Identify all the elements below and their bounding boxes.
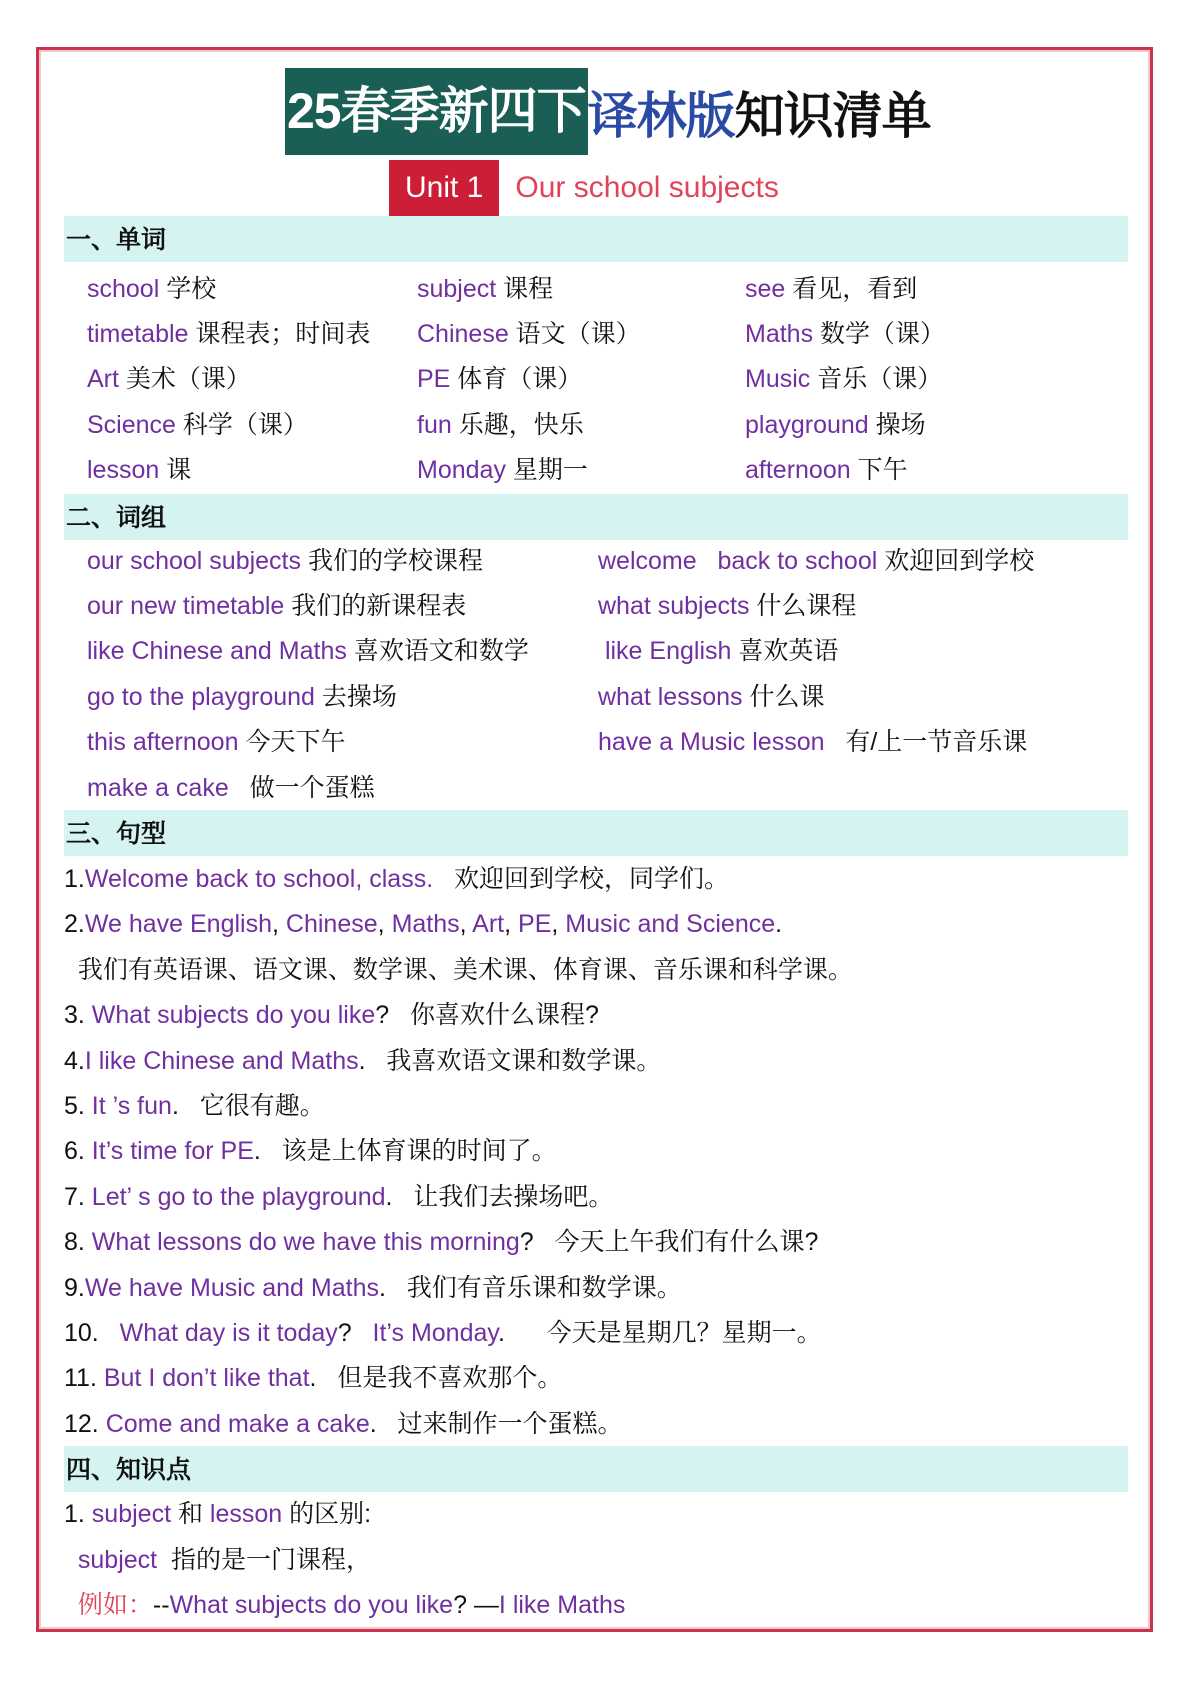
vocab-chinese: 操场 bbox=[868, 411, 926, 439]
sentence-segment: 2. bbox=[64, 910, 85, 939]
point-segment: subject bbox=[91, 1500, 172, 1528]
phrase-item bbox=[598, 590, 856, 622]
sentence-segment: Come and make a cake bbox=[105, 1409, 370, 1438]
phrase-chinese: 什么课 bbox=[742, 683, 825, 711]
sentence-segment: We have English bbox=[84, 910, 273, 939]
phrase-english: what lessons bbox=[598, 683, 743, 711]
unit-name: Our school subjects bbox=[515, 171, 779, 204]
vocab-english: playground bbox=[745, 411, 869, 439]
point-segment bbox=[64, 1546, 78, 1574]
vocab-item bbox=[745, 454, 908, 486]
point-segment: 例如： bbox=[77, 1591, 153, 1619]
section-sentences-header: 三、句型 bbox=[64, 810, 1128, 856]
sentence-line bbox=[64, 1181, 613, 1213]
vocab-english: Chinese bbox=[417, 320, 509, 348]
sentence-segment: . 该是上体育课的时间了。 bbox=[253, 1137, 557, 1166]
vocab-english: see bbox=[745, 275, 786, 303]
vocab-item bbox=[417, 273, 553, 305]
vocab-item bbox=[87, 318, 370, 350]
sentence-segment: Art bbox=[472, 910, 505, 939]
sentence-segment: It’s Monday bbox=[372, 1319, 499, 1347]
phrase-chinese: 今天下午 bbox=[238, 728, 346, 756]
vocab-english: school bbox=[87, 275, 160, 303]
sentence-segment: 5. bbox=[64, 1092, 92, 1120]
phrase-english: our new timetable bbox=[87, 592, 285, 620]
vocab-chinese: 课程表；时间表 bbox=[188, 320, 371, 348]
point-segment: lesson bbox=[209, 1500, 283, 1528]
phrase-english: welcome back to school bbox=[598, 547, 878, 575]
vocab-english: afternoon bbox=[745, 456, 851, 484]
sentence-line bbox=[64, 1135, 557, 1167]
phrase-english: our school subjects bbox=[87, 547, 302, 575]
point-segment: I like Maths bbox=[498, 1591, 626, 1619]
phrase-chinese: 有/上一节音乐课 bbox=[824, 728, 1028, 756]
vocab-item bbox=[417, 409, 584, 441]
vocab-chinese: 乐趣，快乐 bbox=[451, 411, 584, 439]
phrase-chinese: 欢迎回到学校 bbox=[877, 547, 1035, 575]
vocab-english: timetable bbox=[87, 320, 189, 348]
phrase-english: make a cake bbox=[87, 774, 229, 802]
sentence-segment: It ’s fun bbox=[91, 1092, 172, 1120]
vocab-english: Art bbox=[87, 365, 119, 393]
vocab-chinese: 下午 bbox=[850, 456, 908, 484]
sentence-segment: 9. bbox=[64, 1273, 85, 1302]
sentence-line bbox=[64, 1362, 562, 1394]
phrase-item bbox=[87, 772, 375, 804]
point-segment: -- bbox=[152, 1591, 170, 1619]
phrase-chinese: 我们的学校课程 bbox=[301, 547, 483, 575]
sentence-segment: 10. bbox=[64, 1319, 120, 1347]
vocab-item bbox=[87, 409, 308, 441]
sentence-line bbox=[64, 1408, 623, 1440]
section-words-header: 一、单词 bbox=[64, 216, 1128, 262]
unit-label: Unit 1 bbox=[389, 160, 499, 216]
sentence-segment: 8. bbox=[64, 1228, 92, 1257]
vocab-chinese: 课 bbox=[159, 456, 192, 484]
vocab-chinese: 学校 bbox=[159, 275, 217, 303]
point-segment: What subjects do you like bbox=[169, 1591, 454, 1619]
sentence-segment: It’s time for PE bbox=[91, 1137, 254, 1166]
sentence-segment: 1. bbox=[64, 865, 85, 893]
sentence-segment: We have Music and Maths bbox=[84, 1273, 379, 1302]
sentence-line bbox=[64, 1317, 822, 1349]
phrase-chinese: 我们的新课程表 bbox=[284, 592, 467, 620]
phrase-chinese: 去操场 bbox=[314, 683, 397, 711]
point-segment bbox=[64, 1591, 78, 1619]
sentence-line bbox=[64, 908, 782, 940]
sentence-segment: , bbox=[504, 910, 519, 939]
phrase-chinese: 喜欢语文和数学 bbox=[346, 637, 529, 665]
sentence-segment: . 我们有音乐课和数学课。 bbox=[378, 1273, 682, 1302]
vocab-english: subject bbox=[417, 275, 497, 303]
point-segment: ? — bbox=[453, 1591, 499, 1619]
vocab-english: Monday bbox=[417, 456, 506, 484]
phrase-item bbox=[598, 726, 1027, 758]
sentence-segment: What subjects do you like bbox=[91, 1001, 376, 1030]
sentence-segment: 欢迎回到学校，同学们。 bbox=[433, 865, 729, 893]
sentence-segment: ? 你喜欢什么课程? bbox=[375, 1001, 599, 1030]
sentence-segment: . 今天是星期几？星期一。 bbox=[498, 1319, 822, 1347]
sentence-segment: What lessons do we have this morning bbox=[91, 1228, 520, 1257]
vocab-english: lesson bbox=[87, 456, 160, 484]
phrase-item bbox=[598, 635, 838, 667]
phrase-item bbox=[87, 545, 483, 577]
vocab-item bbox=[745, 318, 945, 350]
vocab-item bbox=[87, 363, 251, 395]
vocab-chinese: 科学（课） bbox=[175, 411, 308, 439]
sentence-segment: Let’ s go to the playground bbox=[91, 1182, 386, 1211]
vocab-english: Science bbox=[87, 411, 176, 439]
vocab-english: fun bbox=[417, 411, 452, 439]
sentence-line bbox=[64, 1045, 661, 1077]
sentence-line bbox=[64, 999, 599, 1031]
sentence-segment: 7. bbox=[64, 1182, 92, 1211]
knowledge-point-line bbox=[64, 1544, 371, 1576]
point-segment: 1. bbox=[64, 1500, 92, 1528]
sentence-segment: 3. bbox=[64, 1001, 92, 1030]
phrase-item bbox=[87, 635, 529, 667]
sentence-segment: , bbox=[272, 910, 286, 939]
point-segment: 的区别: bbox=[282, 1500, 372, 1528]
sentence-segment: . 让我们去操场吧。 bbox=[385, 1182, 614, 1211]
section-points-header: 四、知识点 bbox=[64, 1446, 1128, 1492]
vocab-item bbox=[87, 454, 191, 486]
vocab-chinese: 课程 bbox=[496, 275, 554, 303]
phrase-english: this afternoon bbox=[87, 728, 239, 756]
phrase-item bbox=[87, 726, 345, 758]
phrase-chinese: 喜欢英语 bbox=[731, 637, 839, 665]
vocab-chinese: 音乐（课） bbox=[810, 365, 943, 393]
phrase-english: go to the playground bbox=[87, 683, 315, 711]
vocab-english: PE bbox=[417, 365, 451, 393]
vocab-item bbox=[745, 409, 926, 441]
unit-heading bbox=[389, 160, 779, 216]
sentence-segment: PE bbox=[518, 910, 552, 939]
section-phrases-header: 二、词组 bbox=[64, 494, 1128, 540]
sentence-segment: Music and Science bbox=[565, 910, 776, 939]
vocab-chinese: 看见，看到 bbox=[785, 275, 918, 303]
vocab-item bbox=[417, 363, 582, 395]
sentence-segment: , bbox=[459, 910, 473, 939]
vocab-chinese: 数学（课） bbox=[813, 320, 946, 348]
vocab-chinese: 美术（课） bbox=[118, 365, 251, 393]
sentence-segment: ? 今天上午我们有什么课? bbox=[519, 1228, 819, 1257]
sentence-segment: . bbox=[775, 910, 783, 939]
vocab-item bbox=[417, 454, 588, 486]
point-segment: 指的是一门课程， bbox=[157, 1545, 372, 1574]
sentence-segment: , bbox=[377, 910, 392, 939]
sentence-segment: . 它很有趣。 bbox=[171, 1092, 325, 1120]
phrase-english: like English bbox=[598, 637, 732, 665]
page-title bbox=[285, 68, 931, 155]
sentence-segment: . 但是我不喜欢那个。 bbox=[309, 1364, 563, 1393]
sentence-line bbox=[64, 1090, 325, 1122]
sentence-segment: 6. bbox=[64, 1137, 92, 1166]
sentence-segment: But I don’t like that bbox=[103, 1364, 310, 1393]
phrase-item bbox=[87, 590, 466, 622]
title-publisher: 译林版 bbox=[587, 87, 735, 144]
title-suffix: 知识清单 bbox=[734, 87, 931, 144]
point-segment: subject bbox=[77, 1545, 158, 1574]
sentence-segment: Maths bbox=[391, 910, 460, 939]
vocab-english: Maths bbox=[745, 320, 814, 348]
phrase-english: like Chinese and Maths bbox=[87, 637, 347, 665]
title-highlight: 25春季新四下 bbox=[285, 68, 588, 155]
sentence-segment: 11. bbox=[64, 1364, 104, 1393]
sentence-segment: 4. bbox=[64, 1046, 85, 1075]
knowledge-point-line bbox=[64, 1589, 625, 1621]
phrase-item bbox=[87, 681, 397, 713]
sentence-line bbox=[64, 1226, 818, 1258]
vocab-english: Music bbox=[745, 365, 811, 393]
phrase-english: have a Music lesson bbox=[598, 728, 825, 756]
sentence-segment: I like Chinese and Maths bbox=[84, 1046, 359, 1075]
sentence-line bbox=[64, 863, 729, 895]
phrase-chinese: 做一个蛋糕 bbox=[228, 774, 375, 802]
sentence-segment: . 我喜欢语文课和数学课。 bbox=[358, 1046, 662, 1075]
sentence-segment: What day is it today bbox=[119, 1319, 338, 1347]
sentence-segment: . 过来制作一个蛋糕。 bbox=[369, 1409, 623, 1438]
vocab-chinese: 语文（课） bbox=[508, 320, 641, 348]
vocab-item bbox=[745, 363, 942, 395]
sentence-segment: 我们有英语课、语文课、数学课、美术课、体育课、音乐课和科学课。 bbox=[64, 955, 853, 984]
phrase-chinese: 什么课程 bbox=[749, 592, 857, 620]
sentence-segment: Chinese bbox=[285, 910, 378, 939]
sentence-line bbox=[64, 1272, 682, 1304]
sentence-segment: , bbox=[551, 910, 566, 939]
sentence-segment: Welcome back to school, class. bbox=[84, 865, 434, 893]
point-segment: 和 bbox=[171, 1500, 210, 1528]
phrase-english: what subjects bbox=[598, 592, 750, 620]
vocab-item bbox=[87, 273, 216, 305]
vocab-chinese: 体育（课） bbox=[450, 365, 583, 393]
sentence-segment: ? bbox=[337, 1319, 373, 1347]
vocab-item bbox=[417, 318, 641, 350]
phrase-item bbox=[598, 545, 1034, 577]
vocab-item bbox=[745, 273, 917, 305]
knowledge-point-line bbox=[64, 1498, 371, 1530]
vocab-chinese: 星期一 bbox=[505, 456, 588, 484]
sentence-segment: 12. bbox=[64, 1409, 106, 1438]
phrase-item bbox=[598, 681, 824, 713]
sentence-line bbox=[64, 954, 853, 986]
